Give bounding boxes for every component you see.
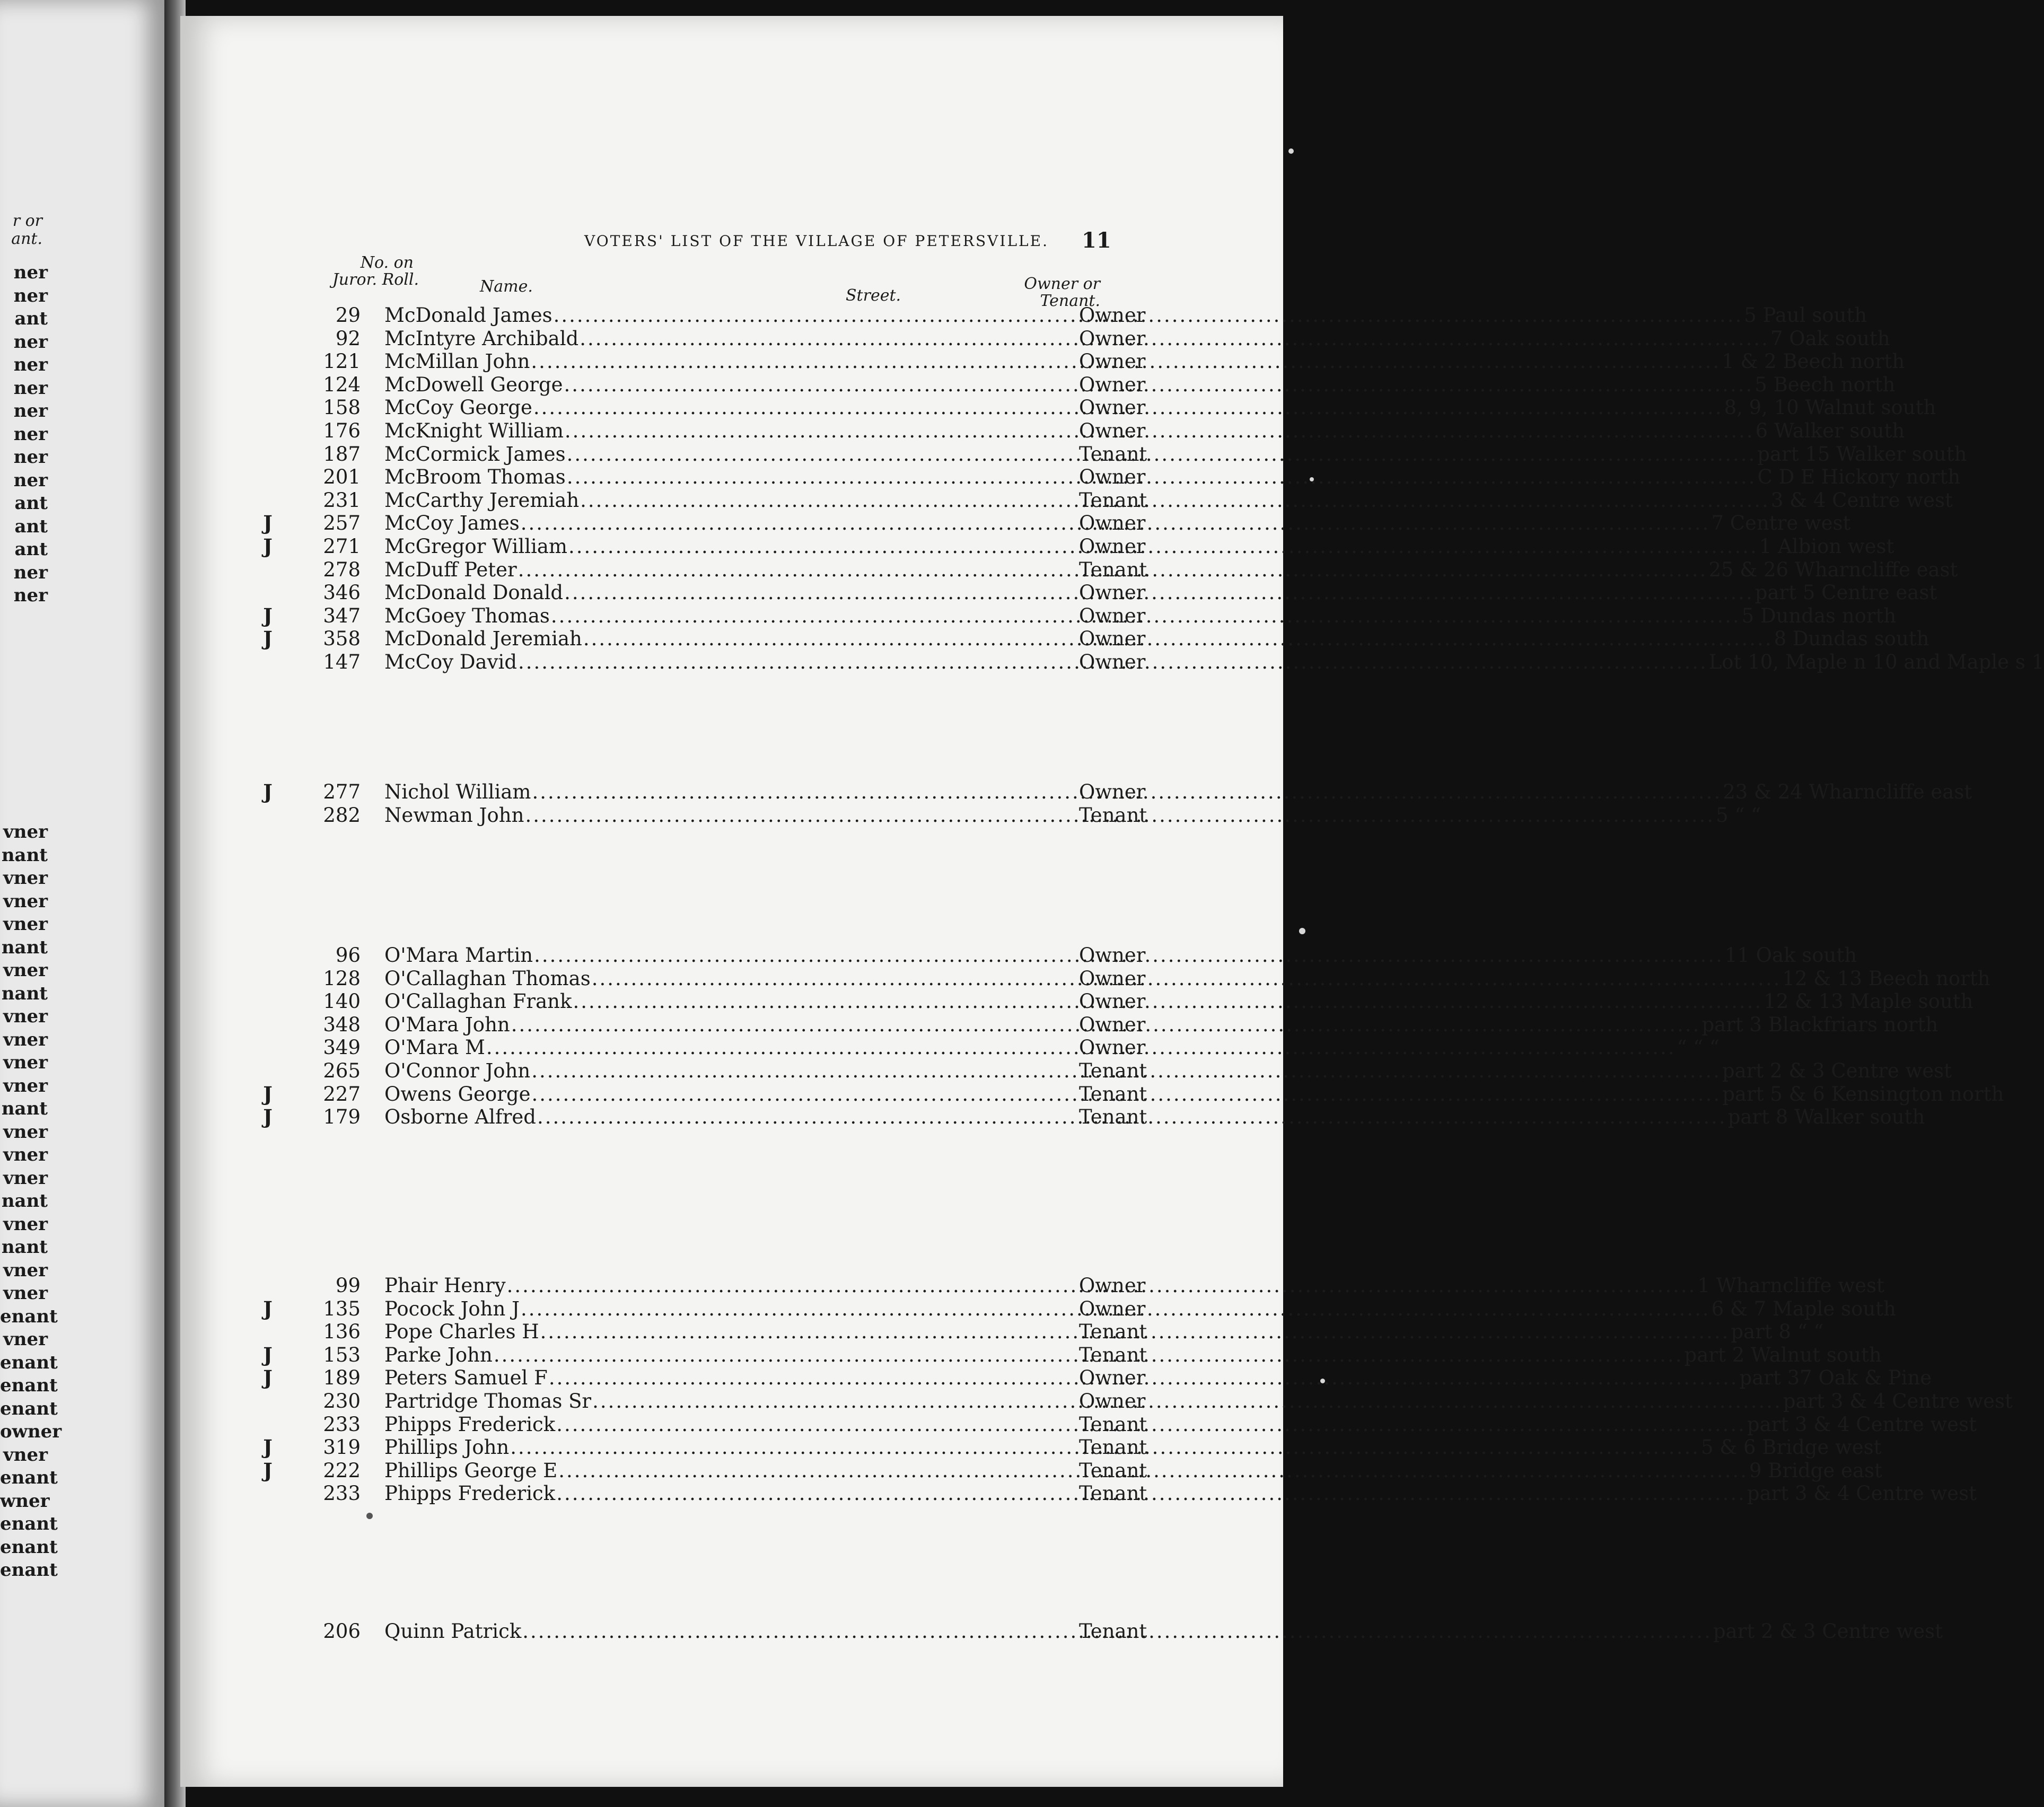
juror-mark: J bbox=[263, 1105, 273, 1129]
voter-street: Lot 10, Maple n 10 and Maple s 1 bbox=[1708, 650, 2044, 673]
voter-name: O'Callaghan Thomas bbox=[384, 967, 591, 990]
left-page-tenure-word: vner bbox=[3, 867, 48, 889]
left-page-tenure-word: vner bbox=[3, 1121, 48, 1143]
owner-or-tenant: Owner bbox=[1079, 990, 1146, 1013]
voter-entry-row bbox=[255, 1343, 1882, 1367]
voter-name: Osborne Alfred bbox=[384, 1106, 536, 1129]
owner-or-tenant: Tenant bbox=[1079, 1482, 1147, 1505]
voter-name: Nichol William bbox=[384, 780, 531, 803]
owner-or-tenant: Owner bbox=[1079, 604, 1146, 627]
voter-entry-row bbox=[255, 967, 1990, 990]
left-page-tenure-word: vner bbox=[3, 1144, 48, 1165]
left-page-column-header bbox=[0, 212, 42, 248]
juror-roll-number: 187 bbox=[323, 442, 361, 466]
voter-entry-row bbox=[255, 327, 1890, 350]
voter-entry-row bbox=[255, 627, 1929, 651]
column-header-tenure-line1: Owner or bbox=[1024, 275, 1100, 293]
juror-roll-number: 348 bbox=[323, 1013, 361, 1036]
left-page-tenure-word: enant bbox=[0, 1559, 58, 1581]
owner-or-tenant: Owner bbox=[1079, 944, 1146, 967]
left-page-tenure-word: ner bbox=[13, 285, 48, 306]
voter-entry-row bbox=[255, 944, 1857, 967]
left-page-tenure-word: enant bbox=[0, 1352, 58, 1373]
owner-or-tenant: Tenant bbox=[1079, 803, 1147, 827]
juror-roll-number: 265 bbox=[323, 1059, 361, 1082]
running-head: VOTERS' LIST OF THE VILLAGE OF PETERSVILLE. bbox=[584, 232, 1049, 250]
owner-or-tenant: Tenant bbox=[1079, 1459, 1147, 1482]
owner-or-tenant: Owner bbox=[1079, 581, 1146, 604]
left-page-tenure-word: ner bbox=[13, 354, 48, 375]
voters-list-page bbox=[180, 16, 2044, 1787]
voter-street: 12 & 13 Maple south bbox=[1764, 990, 1973, 1013]
juror-roll-number: 147 bbox=[323, 650, 361, 673]
voter-name: McDonald Jeremiah bbox=[384, 627, 582, 651]
left-page-tenure-word: ner bbox=[13, 331, 48, 353]
left-page-tenure-word: ant bbox=[14, 539, 48, 560]
voter-entry-row bbox=[255, 488, 1953, 512]
voter-street: part 5 Centre east bbox=[1754, 581, 1937, 604]
voter-name: Pope Charles H bbox=[384, 1320, 539, 1344]
voter-entry-row bbox=[255, 803, 1761, 827]
dot-leader bbox=[566, 443, 1758, 466]
voter-street: part 3 & 4 Centre west bbox=[1747, 1413, 1977, 1436]
voter-street: part 37 Oak & Pine bbox=[1739, 1366, 1932, 1390]
juror-roll-number: 222 bbox=[323, 1459, 361, 1482]
owner-or-tenant: Tenant bbox=[1079, 558, 1147, 581]
left-page-tenure-word: vner bbox=[3, 1029, 48, 1050]
column-header-number bbox=[302, 255, 419, 288]
voter-entry-row bbox=[255, 650, 2044, 674]
entry-group-n bbox=[255, 780, 1972, 827]
owner-or-tenant: Tenant bbox=[1079, 1436, 1147, 1459]
juror-roll-number: 227 bbox=[323, 1082, 361, 1106]
owner-or-tenant: Owner bbox=[1079, 1036, 1146, 1059]
juror-roll-number: 346 bbox=[323, 581, 361, 604]
voter-name: Quinn Patrick bbox=[384, 1620, 522, 1643]
column-header-street: Street. bbox=[846, 286, 901, 305]
voter-entry-row bbox=[255, 581, 1937, 604]
dot-leader bbox=[572, 990, 1764, 1013]
owner-or-tenant: Tenant bbox=[1079, 1082, 1147, 1106]
left-page-tenure-word: nant bbox=[1, 844, 48, 866]
voter-street: 9 Bridge east bbox=[1749, 1459, 1882, 1482]
juror-mark: J bbox=[263, 1343, 273, 1366]
voter-street: 8 Dundas south bbox=[1774, 627, 1929, 651]
left-page-tenure-word: vner bbox=[3, 1052, 48, 1073]
voter-entry-row bbox=[255, 373, 1896, 397]
left-header-line: ant. bbox=[11, 230, 42, 248]
juror-roll-number: 257 bbox=[323, 512, 361, 535]
voter-entry-row bbox=[255, 419, 1905, 443]
left-page-tenure-word: ner bbox=[13, 562, 48, 583]
owner-or-tenant: Owner bbox=[1079, 512, 1146, 535]
voter-entry-row bbox=[255, 1413, 1977, 1436]
voter-entry-row bbox=[255, 1013, 1938, 1037]
left-page-tenure-word: ner bbox=[13, 400, 48, 422]
column-header-name: Name. bbox=[480, 277, 533, 296]
voter-name: Phillips John bbox=[384, 1436, 510, 1459]
voter-name: McMillan John bbox=[384, 350, 530, 373]
left-page-tenure-word: enant bbox=[0, 1536, 58, 1558]
voter-name: McIntyre Archibald bbox=[384, 327, 579, 350]
juror-mark: J bbox=[263, 1435, 273, 1459]
voter-name: O'Mara John bbox=[384, 1013, 510, 1036]
column-header-number-line1: No. on bbox=[360, 253, 414, 272]
juror-roll-number: 282 bbox=[323, 803, 361, 827]
voter-street: 23 & 24 Wharncliffe east bbox=[1723, 780, 1972, 803]
voter-entry-row bbox=[255, 396, 1936, 419]
left-page-tenure-word: nant bbox=[1, 983, 48, 1004]
voter-name: O'Mara Martin bbox=[384, 944, 533, 967]
voter-street: 5 & 6 Bridge west bbox=[1700, 1436, 1882, 1459]
juror-roll-number: 189 bbox=[323, 1366, 361, 1390]
juror-roll-number: 96 bbox=[335, 944, 361, 967]
voter-entry-row bbox=[255, 1105, 1925, 1129]
voter-name: McDonald Donald bbox=[384, 581, 564, 604]
left-page-tenure-word: vner bbox=[3, 1167, 48, 1189]
entry-group-mc bbox=[255, 304, 2044, 674]
owner-or-tenant: Owner bbox=[1079, 534, 1146, 558]
voter-street: part 15 Walker south bbox=[1757, 442, 1967, 466]
owner-or-tenant: Tenant bbox=[1079, 1059, 1147, 1082]
juror-mark: J bbox=[263, 603, 273, 627]
voter-name: McCoy James bbox=[384, 512, 520, 535]
ink-dot bbox=[366, 1513, 373, 1519]
dot-leader bbox=[591, 967, 1783, 990]
voter-entry-row bbox=[255, 780, 1972, 804]
owner-or-tenant: Owner bbox=[1079, 780, 1146, 803]
entry-group-p bbox=[255, 1274, 2013, 1505]
juror-mark: J bbox=[263, 1082, 273, 1106]
voter-entry-row bbox=[255, 1482, 1977, 1505]
voter-street: 11 Oak south bbox=[1724, 944, 1857, 967]
voter-entry-row bbox=[255, 511, 1851, 535]
voter-street: 1 & 2 Beech north bbox=[1722, 350, 1905, 373]
juror-roll-number: 92 bbox=[335, 327, 361, 350]
voter-street: 6 & 7 Maple south bbox=[1711, 1297, 1896, 1320]
voter-street: part 8 “ “ bbox=[1731, 1320, 1824, 1344]
juror-mark: J bbox=[263, 1458, 273, 1482]
owner-or-tenant: Tenant bbox=[1079, 1343, 1147, 1366]
voter-name: McCormick James bbox=[384, 442, 566, 466]
owner-or-tenant: Owner bbox=[1079, 967, 1146, 990]
voter-entry-row bbox=[255, 534, 1894, 558]
film-speck bbox=[1299, 928, 1305, 934]
owner-or-tenant: Owner bbox=[1079, 1366, 1146, 1390]
juror-mark: J bbox=[263, 511, 273, 535]
voter-street: 3 & 4 Centre west bbox=[1770, 488, 1953, 512]
voter-entry-row bbox=[255, 1620, 1943, 1643]
voter-name: McDowell George bbox=[384, 373, 563, 396]
owner-or-tenant: Tenant bbox=[1079, 488, 1147, 512]
left-page-tenure-column-top bbox=[0, 261, 48, 608]
voter-entry-row bbox=[255, 558, 1958, 582]
dot-leader bbox=[564, 419, 1756, 443]
dot-leader bbox=[566, 466, 1758, 489]
owner-or-tenant: Tenant bbox=[1079, 1413, 1147, 1436]
juror-roll-number: 176 bbox=[323, 419, 361, 442]
voter-name: Phillips George E bbox=[384, 1459, 558, 1482]
voter-entry-row bbox=[255, 1435, 1882, 1459]
dot-leader bbox=[591, 1390, 1783, 1413]
left-page-tenure-word: vner bbox=[3, 1329, 48, 1350]
voter-street: 1 Wharncliffe west bbox=[1697, 1274, 1884, 1297]
voter-name: McDuff Peter bbox=[384, 558, 517, 581]
left-page-tenure-word: ner bbox=[13, 469, 48, 491]
left-page-tenure-word: nant bbox=[1, 1190, 48, 1212]
owner-or-tenant: Owner bbox=[1079, 1274, 1146, 1297]
voter-street: 5 “ “ bbox=[1716, 803, 1761, 827]
juror-roll-number: 278 bbox=[323, 558, 361, 581]
dot-leader bbox=[578, 327, 1770, 350]
voter-name: McDonald James bbox=[384, 304, 552, 327]
left-facing-page bbox=[0, 0, 164, 1807]
owner-or-tenant: Owner bbox=[1079, 650, 1146, 673]
left-page-tenure-word: nant bbox=[1, 1098, 48, 1119]
voter-entry-row bbox=[255, 603, 1897, 628]
voter-street: 1 Albion west bbox=[1759, 534, 1894, 558]
juror-roll-number: 121 bbox=[323, 350, 361, 373]
left-page-tenure-word: vner bbox=[3, 960, 48, 981]
voter-name: Phipps Frederick bbox=[384, 1413, 556, 1436]
voter-entry-row bbox=[255, 304, 1867, 327]
owner-or-tenant: Owner bbox=[1079, 1389, 1146, 1413]
dot-leader bbox=[567, 535, 1759, 558]
juror-roll-number: 358 bbox=[323, 627, 361, 651]
juror-mark: J bbox=[263, 534, 273, 558]
left-header-line: r or bbox=[12, 212, 42, 230]
juror-roll-number: 135 bbox=[323, 1297, 361, 1320]
voter-name: McCoy George bbox=[384, 396, 532, 419]
voter-street: part 8 Walker south bbox=[1727, 1106, 1925, 1129]
voter-name: McCarthy Jeremiah bbox=[384, 488, 580, 512]
juror-roll-number: 201 bbox=[323, 466, 361, 489]
dot-leader bbox=[563, 581, 1755, 604]
left-page-tenure-column-bottom bbox=[0, 821, 62, 1582]
voter-name: O'Connor John bbox=[384, 1059, 531, 1082]
left-page-tenure-word: enant bbox=[0, 1467, 58, 1488]
juror-mark: J bbox=[263, 780, 273, 803]
owner-or-tenant: Tenant bbox=[1079, 1320, 1147, 1344]
voter-entry-row bbox=[255, 442, 1967, 466]
owner-or-tenant: Owner bbox=[1079, 327, 1146, 350]
voter-street: 7 Centre west bbox=[1711, 512, 1851, 535]
voter-entry-row bbox=[255, 466, 1961, 489]
left-page-tenure-word: vner bbox=[3, 890, 48, 912]
owner-or-tenant: Tenant bbox=[1079, 1106, 1147, 1129]
voter-name: McGregor William bbox=[384, 534, 568, 558]
voter-street: 8, 9, 10 Walnut south bbox=[1724, 396, 1936, 419]
juror-roll-number: 206 bbox=[323, 1620, 361, 1643]
juror-roll-number: 233 bbox=[323, 1482, 361, 1505]
owner-or-tenant: Owner bbox=[1079, 304, 1146, 327]
left-page-tenure-word: enant bbox=[0, 1513, 58, 1534]
column-header-number-line2: Juror. Roll. bbox=[332, 270, 419, 289]
entry-group-o bbox=[255, 944, 2004, 1129]
left-page-tenure-word: vner bbox=[3, 1283, 48, 1304]
left-page-tenure-word: ner bbox=[13, 377, 48, 399]
voter-entry-row bbox=[255, 1059, 1952, 1083]
owner-or-tenant: Tenant bbox=[1079, 442, 1147, 466]
juror-roll-number: 29 bbox=[335, 304, 361, 327]
voter-street: part 2 & 3 Centre west bbox=[1713, 1620, 1943, 1643]
voter-street: 12 & 13 Beech north bbox=[1782, 967, 1990, 990]
voter-name: O'Mara M bbox=[384, 1036, 485, 1059]
voter-name: Owens George bbox=[384, 1082, 531, 1106]
owner-or-tenant: Owner bbox=[1079, 627, 1146, 651]
owner-or-tenant: Owner bbox=[1079, 466, 1146, 489]
dot-leader bbox=[579, 489, 1771, 512]
voter-name: Phair Henry bbox=[384, 1274, 506, 1297]
left-page-tenure-word: ant bbox=[14, 308, 48, 329]
entry-group-q bbox=[255, 1620, 1943, 1643]
voter-street: part 3 & 4 Centre west bbox=[1783, 1389, 2013, 1413]
left-page-tenure-word: vner bbox=[3, 1259, 48, 1281]
owner-or-tenant: Owner bbox=[1079, 373, 1146, 396]
juror-roll-number: 271 bbox=[323, 534, 361, 558]
voter-name: O'Callaghan Frank bbox=[384, 990, 572, 1013]
voter-name: McBroom Thomas bbox=[384, 466, 566, 489]
voter-entry-row bbox=[255, 990, 1973, 1013]
voter-name: McGoey Thomas bbox=[384, 604, 550, 627]
dot-leader bbox=[582, 627, 1774, 651]
voter-name: Pocock John J bbox=[384, 1297, 520, 1320]
voter-entry-row bbox=[255, 1320, 1824, 1344]
left-page-tenure-word: ner bbox=[13, 585, 48, 606]
voter-entry-row bbox=[255, 1082, 2004, 1106]
voter-street: 6 Walker south bbox=[1755, 419, 1905, 442]
voter-name: McCoy David bbox=[384, 650, 517, 673]
owner-or-tenant: Owner bbox=[1079, 419, 1146, 442]
left-page-tenure-word: ant bbox=[14, 515, 48, 537]
juror-roll-number: 128 bbox=[323, 967, 361, 990]
voter-name: Phipps Frederick bbox=[384, 1482, 556, 1505]
voter-entry-row bbox=[255, 1036, 1720, 1059]
voter-entry-row bbox=[255, 1274, 1884, 1297]
juror-roll-number: 233 bbox=[323, 1413, 361, 1436]
voter-street: 5 Paul south bbox=[1744, 304, 1867, 327]
voter-street: part 2 & 3 Centre west bbox=[1722, 1059, 1952, 1082]
juror-roll-number: 124 bbox=[323, 373, 361, 396]
left-page-tenure-word: enant bbox=[0, 1398, 58, 1419]
voter-entry-row bbox=[255, 1366, 1932, 1390]
juror-roll-number: 349 bbox=[323, 1036, 361, 1059]
left-page-tenure-word: ner bbox=[13, 446, 48, 468]
juror-roll-number: 231 bbox=[323, 488, 361, 512]
juror-mark: J bbox=[263, 1366, 273, 1390]
owner-or-tenant: Owner bbox=[1079, 1013, 1146, 1036]
left-page-tenure-word: vner bbox=[3, 1006, 48, 1027]
voter-name: Newman John bbox=[384, 803, 524, 827]
voter-entry-row bbox=[255, 1458, 1882, 1483]
voter-street: part 3 & 4 Centre west bbox=[1747, 1482, 1977, 1505]
voter-name: Partridge Thomas Sr bbox=[384, 1389, 592, 1413]
left-page-tenure-word: vner bbox=[3, 821, 48, 843]
dot-leader bbox=[563, 373, 1755, 397]
juror-roll-number: 319 bbox=[323, 1436, 361, 1459]
owner-or-tenant: Owner bbox=[1079, 1297, 1146, 1320]
left-page-tenure-word: vner bbox=[3, 1444, 48, 1466]
left-page-tenure-word: nant bbox=[1, 936, 48, 958]
left-page-tenure-word: ner bbox=[13, 262, 48, 283]
voter-street: 7 Oak south bbox=[1770, 327, 1890, 350]
voter-name: Peters Samuel F bbox=[384, 1366, 548, 1390]
voter-street: C D E Hickory north bbox=[1757, 466, 1961, 489]
left-page-tenure-word: enant bbox=[0, 1375, 58, 1396]
column-header-tenure-line2: Tenant. bbox=[1040, 292, 1100, 310]
voter-street: 25 & 26 Wharncliffe east bbox=[1708, 558, 1958, 581]
juror-roll-number: 140 bbox=[323, 990, 361, 1013]
voter-name: Parke John bbox=[384, 1343, 493, 1366]
voter-entry-row bbox=[255, 1296, 1896, 1321]
juror-mark: J bbox=[263, 1296, 273, 1320]
voter-street: 5 Beech north bbox=[1754, 373, 1896, 396]
film-speck bbox=[1288, 148, 1294, 154]
juror-roll-number: 158 bbox=[323, 396, 361, 419]
left-page-tenure-word: vner bbox=[3, 914, 48, 935]
voter-name: McKnight William bbox=[384, 419, 564, 442]
juror-roll-number: 153 bbox=[323, 1343, 361, 1366]
voter-street: part 5 & 6 Kensington north bbox=[1722, 1082, 2004, 1106]
left-page-tenure-word: ner bbox=[13, 423, 48, 445]
juror-mark: J bbox=[263, 627, 273, 651]
left-page-tenure-word: vner bbox=[3, 1075, 48, 1097]
left-page-tenure-word: ant bbox=[14, 493, 48, 514]
page-number: 11 bbox=[1082, 228, 1111, 253]
left-page-tenure-word: nant bbox=[1, 1236, 48, 1258]
owner-or-tenant: Owner bbox=[1079, 396, 1146, 419]
voter-street: 5 Dundas north bbox=[1741, 604, 1897, 627]
juror-roll-number: 179 bbox=[323, 1106, 361, 1129]
juror-roll-number: 277 bbox=[323, 780, 361, 803]
left-page-tenure-word: owner bbox=[0, 1421, 62, 1442]
left-page-tenure-word: enant bbox=[0, 1305, 58, 1327]
juror-roll-number: 136 bbox=[323, 1320, 361, 1344]
voter-street: “ “ “ bbox=[1677, 1036, 1720, 1059]
voter-entry-row bbox=[255, 1389, 2013, 1413]
juror-roll-number: 99 bbox=[335, 1274, 361, 1297]
left-page-tenure-word: wner bbox=[0, 1490, 50, 1512]
juror-roll-number: 230 bbox=[323, 1389, 361, 1413]
voter-street: part 2 Walnut south bbox=[1684, 1343, 1882, 1366]
owner-or-tenant: Tenant bbox=[1079, 1620, 1147, 1643]
left-page-tenure-word: vner bbox=[3, 1213, 48, 1235]
voter-entry-row bbox=[255, 350, 1905, 373]
juror-roll-number: 347 bbox=[323, 604, 361, 627]
owner-or-tenant: Owner bbox=[1079, 350, 1146, 373]
voter-street: part 3 Blackfriars north bbox=[1701, 1013, 1938, 1036]
